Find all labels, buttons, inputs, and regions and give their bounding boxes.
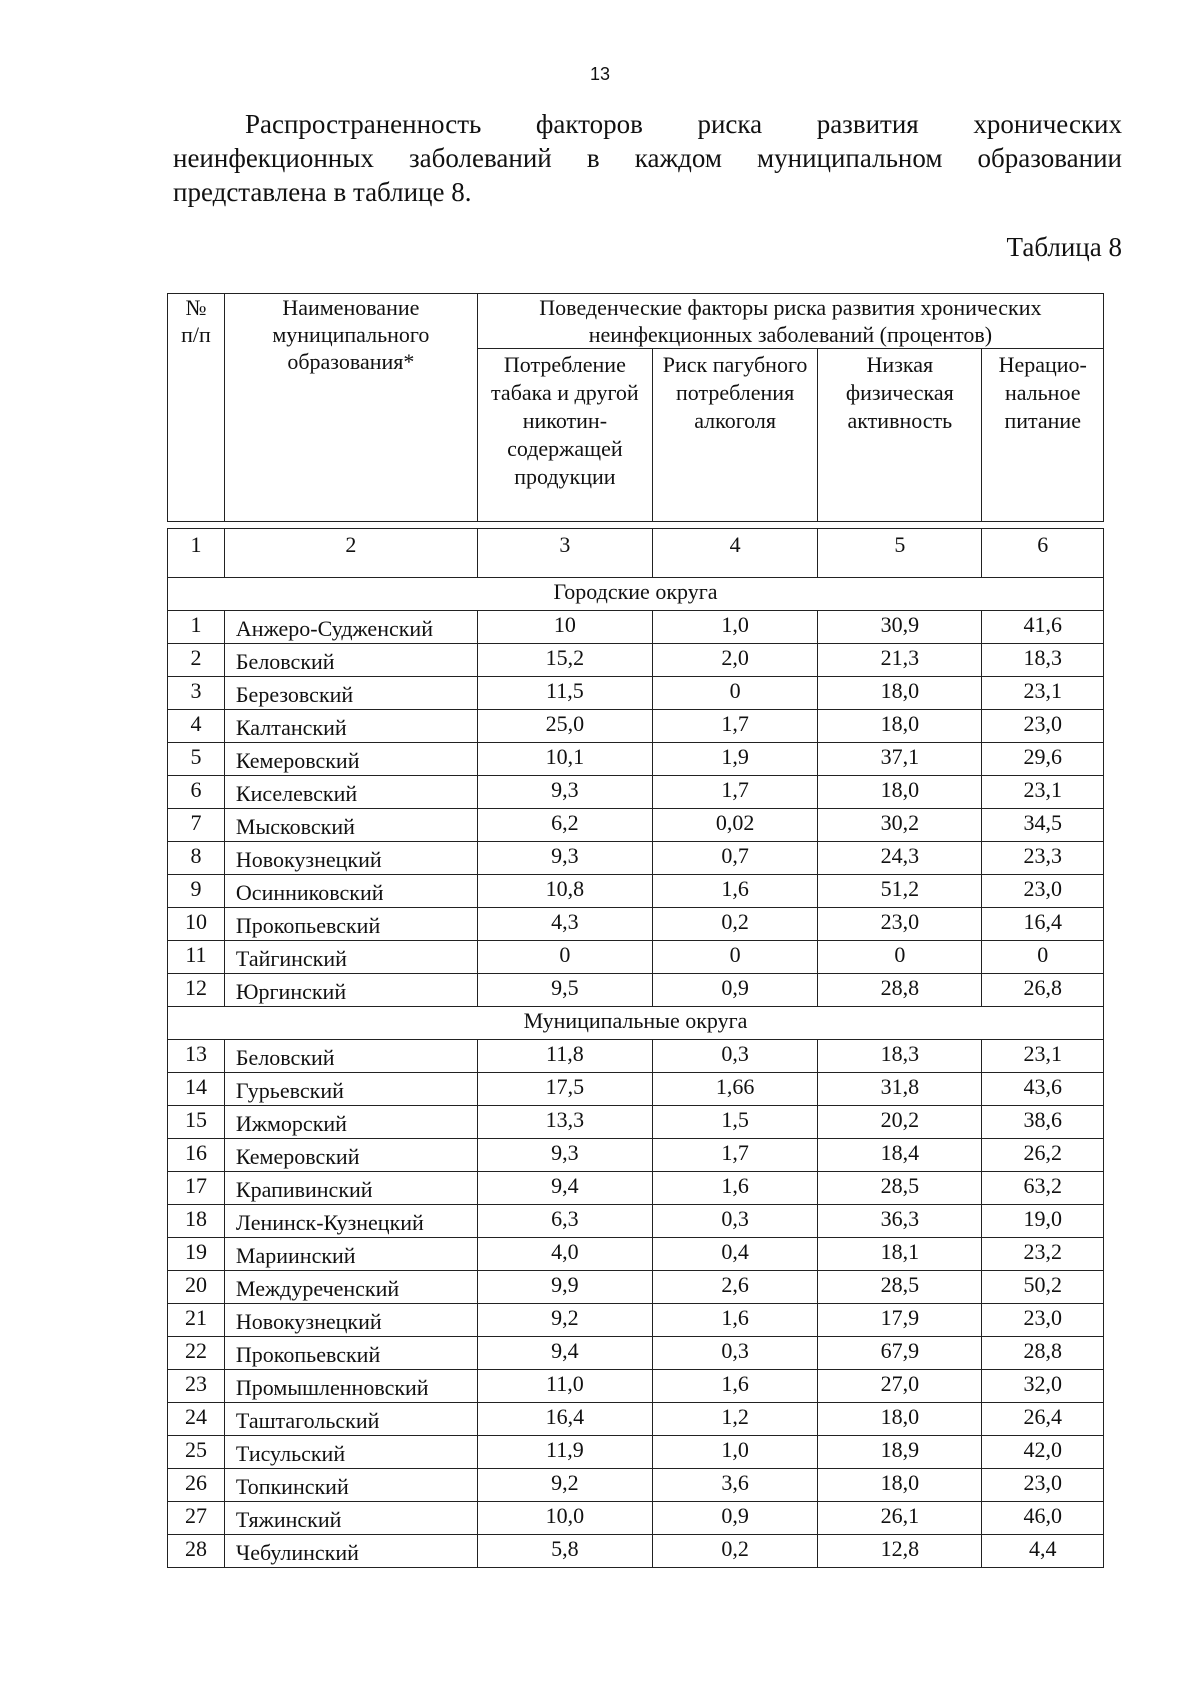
- row-number: 24: [168, 1403, 225, 1436]
- nutrition-value: 50,2: [982, 1271, 1104, 1304]
- column-number: 2: [224, 529, 477, 578]
- header-tobacco: Потребление табака и другой никотин-содержащей продукции: [477, 349, 652, 522]
- table-row: [168, 1370, 1104, 1403]
- alcohol-value: 1,66: [652, 1073, 817, 1106]
- section-header-row: [168, 578, 1104, 611]
- table-row: [168, 842, 1104, 875]
- tobacco-value: 9,3: [477, 842, 652, 875]
- municipality-name: Прокопьевский: [224, 908, 477, 941]
- nutrition-value: 46,0: [982, 1502, 1104, 1535]
- municipality-name: Кемеровский: [224, 743, 477, 776]
- nutrition-value: 26,4: [982, 1403, 1104, 1436]
- tobacco-value: 4,3: [477, 908, 652, 941]
- nutrition-value: 28,8: [982, 1337, 1104, 1370]
- row-number: 18: [168, 1205, 225, 1238]
- alcohol-value: 0,3: [652, 1205, 817, 1238]
- municipality-name: Новокузнецкий: [224, 842, 477, 875]
- physical-activity-value: 18,1: [818, 1238, 982, 1271]
- tobacco-value: 16,4: [477, 1403, 652, 1436]
- row-number: 3: [168, 677, 225, 710]
- nutrition-value: 18,3: [982, 644, 1104, 677]
- table-row: [168, 1073, 1104, 1106]
- header-physical-activity: Низкая физическая активность: [818, 349, 982, 522]
- nutrition-value: 23,1: [982, 1040, 1104, 1073]
- alcohol-value: 0,3: [652, 1040, 817, 1073]
- tobacco-value: 10,1: [477, 743, 652, 776]
- tobacco-value: 25,0: [477, 710, 652, 743]
- nutrition-value: 4,4: [982, 1535, 1104, 1568]
- row-number: 26: [168, 1469, 225, 1502]
- alcohol-value: 1,0: [652, 611, 817, 644]
- table-row: [168, 1238, 1104, 1271]
- municipality-name: Кемеровский: [224, 1139, 477, 1172]
- table-row: [168, 809, 1104, 842]
- row-number: 25: [168, 1436, 225, 1469]
- tobacco-value: 5,8: [477, 1535, 652, 1568]
- physical-activity-value: 28,5: [818, 1172, 982, 1205]
- tobacco-value: 11,9: [477, 1436, 652, 1469]
- tobacco-value: 9,2: [477, 1469, 652, 1502]
- nutrition-value: 23,3: [982, 842, 1104, 875]
- table-row: [168, 1337, 1104, 1370]
- alcohol-value: 0,02: [652, 809, 817, 842]
- page-number: 13: [589, 64, 611, 84]
- header-nutrition: Нерацио-нальное питание: [982, 349, 1104, 522]
- nutrition-value: 41,6: [982, 611, 1104, 644]
- row-number: 20: [168, 1271, 225, 1304]
- header-group: Поведенческие факторы риска развития хронических неинфекционных заболеваний (процентов): [477, 294, 1103, 349]
- table-row: [168, 644, 1104, 677]
- nutrition-value: 23,1: [982, 677, 1104, 710]
- alcohol-value: 1,6: [652, 875, 817, 908]
- alcohol-value: 0,7: [652, 842, 817, 875]
- row-number: 16: [168, 1139, 225, 1172]
- nutrition-value: 26,8: [982, 974, 1104, 1007]
- alcohol-value: 1,6: [652, 1370, 817, 1403]
- municipality-name: Беловский: [224, 1040, 477, 1073]
- municipality-name: Ленинск-Кузнецкий: [224, 1205, 477, 1238]
- table-row: [168, 677, 1104, 710]
- header-number: № п/п: [168, 294, 225, 522]
- physical-activity-value: 67,9: [818, 1337, 982, 1370]
- tobacco-value: 9,2: [477, 1304, 652, 1337]
- table-row: [168, 1535, 1104, 1568]
- table-row: [168, 974, 1104, 1007]
- physical-activity-value: 12,8: [818, 1535, 982, 1568]
- column-number: 3: [477, 529, 652, 578]
- alcohol-value: 0,9: [652, 1502, 817, 1535]
- table-body: [168, 522, 1104, 1568]
- table-row: [168, 1469, 1104, 1502]
- physical-activity-value: 27,0: [818, 1370, 982, 1403]
- row-number: 7: [168, 809, 225, 842]
- table-row: [168, 908, 1104, 941]
- row-number: 12: [168, 974, 225, 1007]
- tobacco-value: 17,5: [477, 1073, 652, 1106]
- tobacco-value: 11,8: [477, 1040, 652, 1073]
- alcohol-value: 2,0: [652, 644, 817, 677]
- row-number: 23: [168, 1370, 225, 1403]
- municipality-name: Промышленновский: [224, 1370, 477, 1403]
- row-number: 27: [168, 1502, 225, 1535]
- alcohol-value: 0,9: [652, 974, 817, 1007]
- municipality-name: Новокузнецкий: [224, 1304, 477, 1337]
- column-numbers-row: [168, 529, 1104, 578]
- alcohol-value: 1,6: [652, 1304, 817, 1337]
- alcohol-value: 3,6: [652, 1469, 817, 1502]
- row-number: 5: [168, 743, 225, 776]
- municipality-name: Мысковский: [224, 809, 477, 842]
- row-number: 19: [168, 1238, 225, 1271]
- tobacco-value: 4,0: [477, 1238, 652, 1271]
- tobacco-value: 9,3: [477, 776, 652, 809]
- column-number: 4: [652, 529, 817, 578]
- municipality-name: Гурьевский: [224, 1073, 477, 1106]
- row-number: 14: [168, 1073, 225, 1106]
- municipality-name: Тисульский: [224, 1436, 477, 1469]
- table-row: [168, 1271, 1104, 1304]
- tobacco-value: 15,2: [477, 644, 652, 677]
- tobacco-value: 9,4: [477, 1172, 652, 1205]
- nutrition-value: 19,0: [982, 1205, 1104, 1238]
- municipality-name: Анжеро-Судженский: [224, 611, 477, 644]
- physical-activity-value: 0: [818, 941, 982, 974]
- tobacco-value: 13,3: [477, 1106, 652, 1139]
- header-name: Наименование муниципального образования*: [224, 294, 477, 522]
- alcohol-value: 1,2: [652, 1403, 817, 1436]
- physical-activity-value: 18,3: [818, 1040, 982, 1073]
- municipality-name: Мариинский: [224, 1238, 477, 1271]
- physical-activity-value: 36,3: [818, 1205, 982, 1238]
- nutrition-value: 16,4: [982, 908, 1104, 941]
- nutrition-value: 29,6: [982, 743, 1104, 776]
- row-number: 22: [168, 1337, 225, 1370]
- risk-factors-table: [167, 293, 1104, 1568]
- alcohol-value: 1,0: [652, 1436, 817, 1469]
- table-row: [168, 776, 1104, 809]
- municipality-name: Ижморский: [224, 1106, 477, 1139]
- nutrition-value: 42,0: [982, 1436, 1104, 1469]
- section-title: Муниципальные округа: [168, 1007, 1104, 1040]
- physical-activity-value: 18,9: [818, 1436, 982, 1469]
- physical-activity-value: 20,2: [818, 1106, 982, 1139]
- physical-activity-value: 23,0: [818, 908, 982, 941]
- alcohol-value: 1,7: [652, 710, 817, 743]
- row-number: 9: [168, 875, 225, 908]
- tobacco-value: 6,2: [477, 809, 652, 842]
- row-number: 8: [168, 842, 225, 875]
- tobacco-value: 6,3: [477, 1205, 652, 1238]
- table-caption: Таблица 8: [1006, 232, 1122, 262]
- tobacco-value: 10,0: [477, 1502, 652, 1535]
- row-number: 15: [168, 1106, 225, 1139]
- table-row: [168, 1040, 1104, 1073]
- physical-activity-value: 28,8: [818, 974, 982, 1007]
- alcohol-value: 0,2: [652, 1535, 817, 1568]
- alcohol-value: 0,4: [652, 1238, 817, 1271]
- physical-activity-value: 24,3: [818, 842, 982, 875]
- physical-activity-value: 21,3: [818, 644, 982, 677]
- municipality-name: Топкинский: [224, 1469, 477, 1502]
- column-number: 1: [168, 529, 225, 578]
- physical-activity-value: 18,4: [818, 1139, 982, 1172]
- municipality-name: Юргинский: [224, 974, 477, 1007]
- alcohol-value: 0: [652, 677, 817, 710]
- tobacco-value: 10: [477, 611, 652, 644]
- nutrition-value: 23,2: [982, 1238, 1104, 1271]
- row-number: 4: [168, 710, 225, 743]
- column-number: 5: [818, 529, 982, 578]
- nutrition-value: 34,5: [982, 809, 1104, 842]
- row-number: 10: [168, 908, 225, 941]
- municipality-name: Киселевский: [224, 776, 477, 809]
- alcohol-value: 1,7: [652, 776, 817, 809]
- section-title: Городские округа: [168, 578, 1104, 611]
- row-number: 28: [168, 1535, 225, 1568]
- physical-activity-value: 37,1: [818, 743, 982, 776]
- alcohol-value: 1,9: [652, 743, 817, 776]
- physical-activity-value: 18,0: [818, 1403, 982, 1436]
- physical-activity-value: 17,9: [818, 1304, 982, 1337]
- tobacco-value: 11,0: [477, 1370, 652, 1403]
- tobacco-value: 11,5: [477, 677, 652, 710]
- municipality-name: Крапивинский: [224, 1172, 477, 1205]
- nutrition-value: 23,0: [982, 1304, 1104, 1337]
- table-row: [168, 1304, 1104, 1337]
- row-number: 2: [168, 644, 225, 677]
- municipality-name: Таштагольский: [224, 1403, 477, 1436]
- physical-activity-value: 26,1: [818, 1502, 982, 1535]
- physical-activity-value: 18,0: [818, 677, 982, 710]
- alcohol-value: 1,5: [652, 1106, 817, 1139]
- table-row: [168, 1403, 1104, 1436]
- nutrition-value: 23,0: [982, 875, 1104, 908]
- table-row: [168, 1106, 1104, 1139]
- table-row: [168, 941, 1104, 974]
- alcohol-value: 1,7: [652, 1139, 817, 1172]
- row-number: 6: [168, 776, 225, 809]
- nutrition-value: 38,6: [982, 1106, 1104, 1139]
- municipality-name: Междуреченский: [224, 1271, 477, 1304]
- physical-activity-value: 28,5: [818, 1271, 982, 1304]
- column-number: 6: [982, 529, 1104, 578]
- municipality-name: Тяжинский: [224, 1502, 477, 1535]
- physical-activity-value: 30,2: [818, 809, 982, 842]
- municipality-name: Чебулинский: [224, 1535, 477, 1568]
- header-alcohol: Риск пагубного потребления алкоголя: [652, 349, 817, 522]
- table-row: [168, 1139, 1104, 1172]
- physical-activity-value: 18,0: [818, 1469, 982, 1502]
- municipality-name: Березовский: [224, 677, 477, 710]
- alcohol-value: 0,2: [652, 908, 817, 941]
- tobacco-value: 9,5: [477, 974, 652, 1007]
- municipality-name: Калтанский: [224, 710, 477, 743]
- tobacco-value: 10,8: [477, 875, 652, 908]
- tobacco-value: 9,4: [477, 1337, 652, 1370]
- municipality-name: Беловский: [224, 644, 477, 677]
- table-row: [168, 743, 1104, 776]
- alcohol-value: 0,3: [652, 1337, 817, 1370]
- tobacco-value: 9,9: [477, 1271, 652, 1304]
- nutrition-value: 43,6: [982, 1073, 1104, 1106]
- nutrition-value: 0: [982, 941, 1104, 974]
- section-header-row: [168, 1007, 1104, 1040]
- table-row: [168, 1205, 1104, 1238]
- tobacco-value: 9,3: [477, 1139, 652, 1172]
- row-number: 21: [168, 1304, 225, 1337]
- physical-activity-value: 18,0: [818, 710, 982, 743]
- physical-activity-value: 31,8: [818, 1073, 982, 1106]
- row-number: 17: [168, 1172, 225, 1205]
- table-row: [168, 1436, 1104, 1469]
- table-row: [168, 1172, 1104, 1205]
- municipality-name: Тайгинский: [224, 941, 477, 974]
- intro-paragraph: Распространенность факторов риска развития хронических неинфекционных заболеваний в каждом муниципальном образовании представлена в таблице 8.: [173, 109, 1122, 207]
- table-row: [168, 875, 1104, 908]
- nutrition-value: 23,0: [982, 710, 1104, 743]
- physical-activity-value: 30,9: [818, 611, 982, 644]
- municipality-name: Осинниковский: [224, 875, 477, 908]
- nutrition-value: 32,0: [982, 1370, 1104, 1403]
- table-row: [168, 1502, 1104, 1535]
- table-row: [168, 611, 1104, 644]
- row-number: 13: [168, 1040, 225, 1073]
- nutrition-value: 26,2: [982, 1139, 1104, 1172]
- physical-activity-value: 51,2: [818, 875, 982, 908]
- table-row: [168, 710, 1104, 743]
- nutrition-value: 23,1: [982, 776, 1104, 809]
- physical-activity-value: 18,0: [818, 776, 982, 809]
- municipality-name: Прокопьевский: [224, 1337, 477, 1370]
- tobacco-value: 0: [477, 941, 652, 974]
- nutrition-value: 23,0: [982, 1469, 1104, 1502]
- nutrition-value: 63,2: [982, 1172, 1104, 1205]
- row-number: 1: [168, 611, 225, 644]
- alcohol-value: 0: [652, 941, 817, 974]
- row-number: 11: [168, 941, 225, 974]
- alcohol-value: 1,6: [652, 1172, 817, 1205]
- alcohol-value: 2,6: [652, 1271, 817, 1304]
